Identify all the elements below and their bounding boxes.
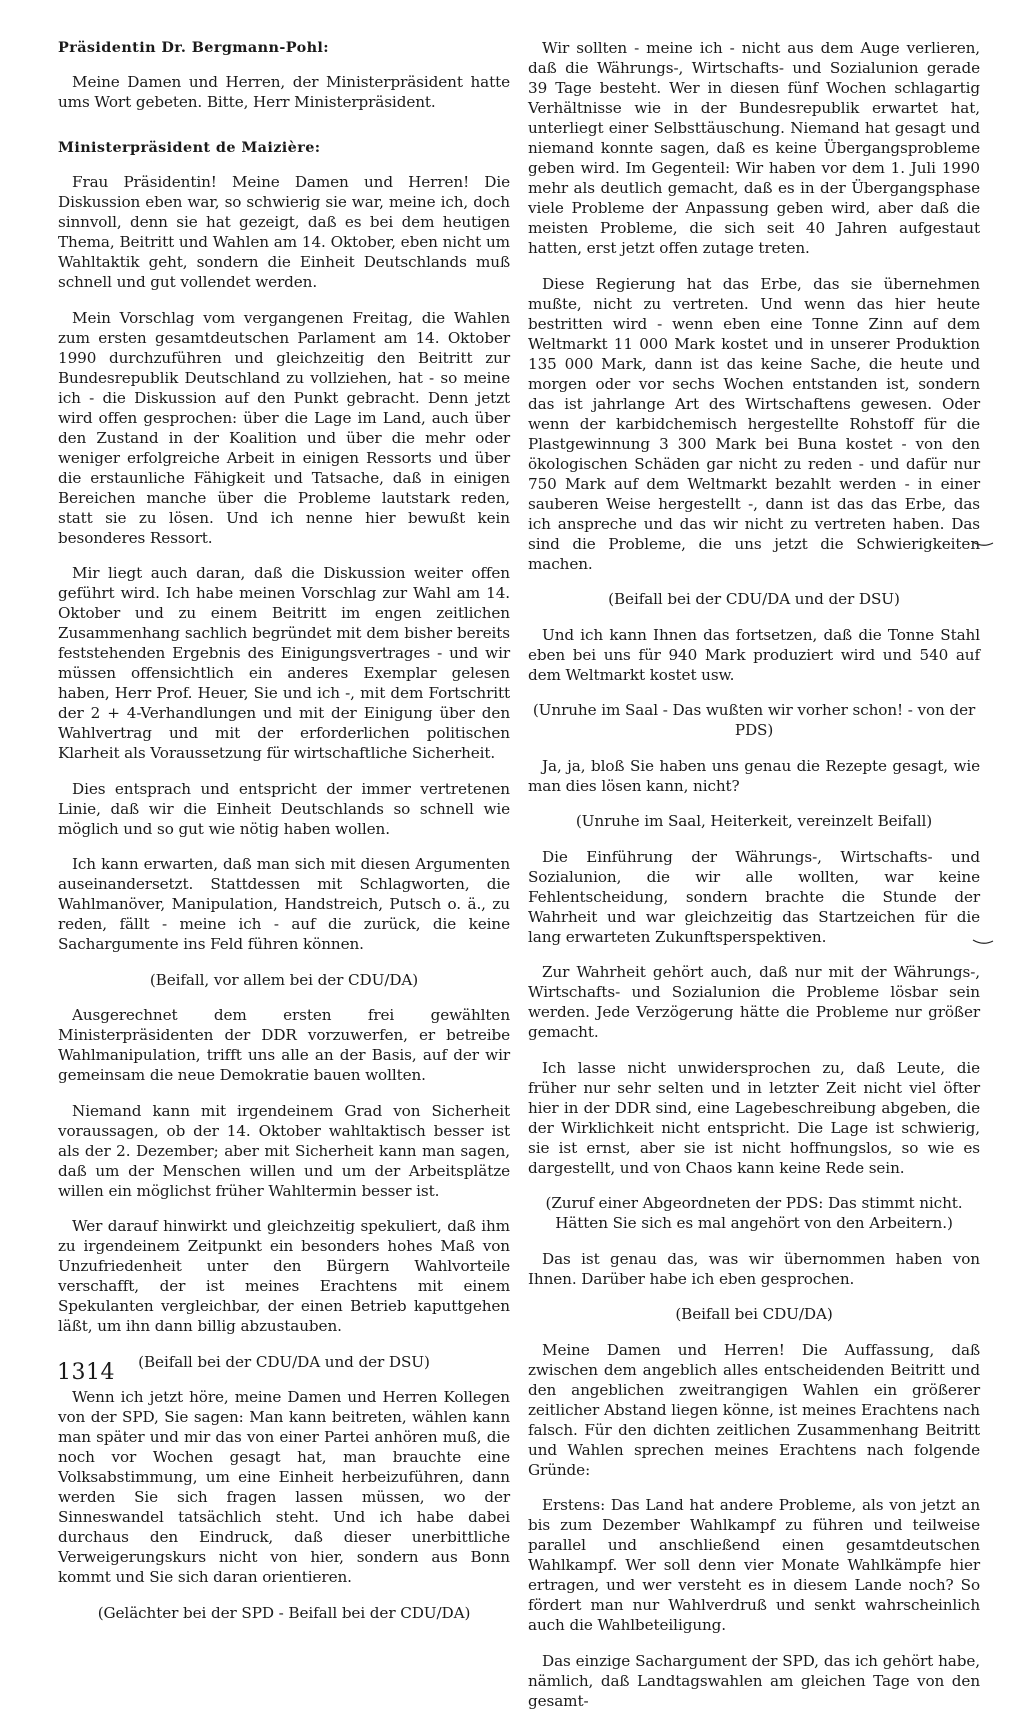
margin-mark — [972, 540, 994, 548]
paragraph: Niemand kann mit irgendeinem Grad von Sicherheit voraussagen, ob der 14. Oktober wahltaktisch besser ist als der 2. Dezember; aber mit Sicherheit kann man sagen, daß um der Menschen willen und um der Arbeitsplätze willen ein möglichst früher Wahltermin besser ist. — [58, 1101, 510, 1200]
paragraph: Meine Damen und Herren, der Ministerpräsident hatte ums Wort gebeten. Bitte, Herr Ministerpräsident. — [58, 73, 510, 111]
speaker-heading: Ministerpräsident de Maizière: — [58, 139, 321, 156]
paragraph: Das einzige Sachargument der SPD, das ich gehört habe, nämlich, daß Landtagswahlen am gleichen Tage von den gesamt- — [528, 1651, 980, 1710]
stage-remark: (Beifall, vor allem bei der CDU/DA) — [149, 970, 419, 989]
paragraph: Ich kann erwarten, daß man sich mit diesen Argumenten auseinandersetzt. Stattdessen mit Schlagworten, die Wahlmanöver, Manipulation, Handstreich, Putsch o. ä., zu reden, fällt - meine ich - auf die zurück, die keine Sachargumente ins Feld führen können. — [58, 855, 510, 953]
stage-remark: (Beifall bei der CDU/DA und der DSU) — [138, 1352, 430, 1371]
stage-remark: (Beifall bei der CDU/DA und der DSU) — [608, 590, 900, 608]
paragraph: Erstens: Das Land hat andere Probleme, als von jetzt an bis zum Dezember Wahlkampf zu führen und teilweise parallel und anschließend einen gesamtdeutschen Wahlkampf. Wer soll denn vier Monate Wahlkämpfe hier ertragen, und wer versteht es in diesem Lande noch? So fördert man nur Wahlverdruß und senkt wahrscheinlich auch die Wahlbeteiligung. — [528, 1496, 980, 1634]
paragraph: Wenn ich jetzt höre, meine Damen und Herren Kollegen von der SPD, Sie sagen: Man kann beitreten, wählen kann man später und mir das von einer Partei anhören muß, die noch vor Wochen gesagt hat, man brauchte eine Volksabstimmung, um eine Einheit herbeizuführen, dann werden Sie sich fragen lassen müssen, wo der Sinneswandel tatsächlich steht. Und ich habe dabei durchaus den Eindruck, daß dieser unerbittliche Verweigerungskurs nicht von hier, sondern aus Bonn kommt und Sie sich daran orientieren. — [58, 1388, 510, 1586]
margin-mark — [972, 938, 994, 946]
paragraph: Wir sollten - meine ich - nicht aus dem Auge verlieren, daß die Währungs-, Wirtschafts- und Sozialunion gerade 39 Tage besteht. Wer in diesen fünf Wochen schlagartig Verhältnisse wie in der Bundesrepublik erwartet hat, unterliegt einer Selbsttäuschung. Niemand hat gesagt und niemand konnte sagen, daß es keine Übergangsprobleme geben wird. Im Gegenteil: Wir haben vor dem 1. Juli 1990 mehr als deutlich gemacht, daß es in der Übergangsphase viele Probleme der Anpassung geben wird, aber daß die meisten Probleme, die sich seit 40 Jahren aufgestaut hatten, erst jetzt offen zutage treten. — [528, 39, 980, 257]
stage-remark: (Gelächter bei der SPD - Beifall bei der CDU/DA) — [97, 1603, 471, 1622]
speaker-heading: Präsidentin Dr. Bergmann-Pohl: — [58, 39, 330, 56]
paragraph: Mein Vorschlag vom vergangenen Freitag, die Wahlen zum ersten gesamtdeutschen Parlament am 14. Oktober 1990 durchzuführen und gleichzeitig den Beitritt zur Bundesrepublik Deutschland zu vollziehen, hat - so meine ich - die Diskussion auf den Punkt gebracht. Denn jetzt wird offen gesprochen: über die Lage im Land, auch über den Zustand in der Koalition und über die mehr oder weniger erfolgreiche Arbeit in einigen Ressorts und über die erstaunliche Fähigkeit und Tatsache, daß in einigen Bereichen manche über die Probleme lautstark reden, statt sie zu lösen. Und ich nenne hier bewußt kein besonderes Ressort. — [58, 308, 510, 547]
stage-remark: (Unruhe im Saal - Das wußten wir vorher schon! - von der PDS) — [532, 701, 976, 739]
paragraph: Die Einführung der Währungs-, Wirtschafts- und Sozialunion, die wir alle wollten, war keine Fehlentscheidung, sondern brachte die Stunde der Wahrheit und war gleichzeitig das Startzeichen für die lang erwarteten Zukunftsperspektiven. — [528, 847, 980, 946]
paragraph: Meine Damen und Herren! Die Auffassung, daß zwischen dem angeblich alles entscheidenden Beitritt und den angeblichen zweitrangigen Wahlen ein größerer zeitlicher Abstand liegen könne, ist meines Erachtens nach falsch. Für den dichten zeitlichen Zusammenhang Beitritt und Wahlen sprechen meines Erachtens nach folgende Gründe: — [528, 1340, 980, 1479]
paragraph: Mir liegt auch daran, daß die Diskussion weiter offen geführt wird. Ich habe meinen Vorschlag zur Wahl am 14. Oktober und zu einem Beitritt im engen zeitlichen Zusammenhang sachlich begründet mit dem bisher bereits feststehenden Ergebnis des Einigungsvertrages - und wir müssen offensichtlich ein anderes Exemplar gelesen haben, Herr Prof. Heuer, Sie und ich -, mit dem Fortschritt der 2 + 4-Verhandlungen und mit der Einigung über den Wahlvertrag und mit der erforderlichen politischen Klarheit als Voraussetzung für wirtschaftliche Sicherheit. — [58, 564, 510, 762]
stage-remark: (Zuruf einer Abgeordneten der PDS: Das stimmt nicht. Hätten Sie sich es mal angehört von den Arbeitern.) — [545, 1194, 963, 1232]
paragraph: Zur Wahrheit gehört auch, daß nur mit der Währungs-, Wirtschafts- und Sozialunion die Probleme lösbar sein werden. Jede Verzögerung hätte die Probleme nur größer gemacht. — [528, 963, 980, 1041]
right-column — [528, 38, 980, 1726]
page-number: 1314 — [57, 1360, 115, 1385]
stage-remark: (Unruhe im Saal, Heiterkeit, vereinzelt Beifall) — [575, 812, 933, 830]
paragraph: Und ich kann Ihnen das fortsetzen, daß die Tonne Stahl eben bei uns für 940 Mark produziert wird und 540 auf dem Weltmarkt kostet usw. — [528, 625, 980, 684]
paragraph: Dies entsprach und entspricht der immer vertretenen Linie, daß wir die Einheit Deutschlands so schnell wie möglich und so gut wie nötig haben wollen. — [58, 779, 510, 838]
paragraph: Wer darauf hinwirkt und gleichzeitig spekuliert, daß ihm zu irgendeinem Zeitpunkt ein besonders hohes Maß von Unzufriedenheit unter den Bürgern Wahlvorteile verschafft, der ist meines Erachtens mit einem Spekulanten vergleichbar, der einen Betrieb kaputtgehen läßt, um ihn dann billig abzustauben. — [58, 1217, 510, 1335]
paragraph: Ausgerechnet dem ersten frei gewählten Ministerpräsidenten der DDR vorzuwerfen, er betreibe Wahlmanipulation, trifft uns alle an der Basis, auf der wir gemeinsam die neue Demokratie bauen wollten. — [58, 1006, 510, 1084]
paragraph: Ich lasse nicht unwidersprochen zu, daß Leute, die früher nur sehr selten und in letzter Zeit nicht viel öfter hier in der DDR sind, eine Lagebeschreibung abgeben, die der Wirklichkeit nicht entspricht. Die Lage ist schwierig, sie ist ernst, aber sie ist nicht hoffnungslos, so wie es dargestellt, und von Chaos kann keine Rede sein. — [528, 1058, 980, 1177]
left-column — [58, 38, 510, 1638]
stage-remark: (Beifall bei CDU/DA) — [675, 1305, 833, 1323]
paragraph: Das ist genau das, was wir übernommen haben von Ihnen. Darüber habe ich eben gesprochen. — [528, 1249, 980, 1288]
paragraph: Ja, ja, bloß Sie haben uns genau die Rezepte gesagt, wie man dies lösen kann, nicht? — [528, 756, 980, 795]
paragraph: Frau Präsidentin! Meine Damen und Herren! Die Diskussion eben war, so schwierig sie war, meine ich, doch sinnvoll, denn sie hat gezeigt, daß es bei dem heutigen Thema, Beitritt und Wahlen am 14. Oktober, eben nicht um Wahltaktik geht, sondern die Einheit Deutschlands muß schnell und gut vollendet werden. — [58, 173, 510, 291]
paragraph: Diese Regierung hat das Erbe, das sie übernehmen mußte, nicht zu vertreten. Und wenn das hier heute bestritten wird - wenn eben eine Tonne Zinn auf dem Weltmarkt 11 000 Mark kostet und in unserer Produktion 135 000 Mark, dann ist das keine Sache, die heute und morgen oder vor sechs Wochen entstanden ist, sondern das ist jahrlange Art des Wirtschaftens gewesen. Oder wenn der karbidchemisch hergestellte Rohstoff für die Plastgewinnung 3 300 Mark bei Buna kostet - von den ökologischen Schäden gar nicht zu reden - und dafür nur 750 Mark auf dem Weltmarkt bezahlt werden - in einer sauberen Weise hergestellt -, dann ist das das Erbe, das ich anspreche und das wir nicht zu vertreten haben. Das sind die Probleme, die uns jetzt die Schwierigkeiten machen. — [528, 274, 980, 573]
